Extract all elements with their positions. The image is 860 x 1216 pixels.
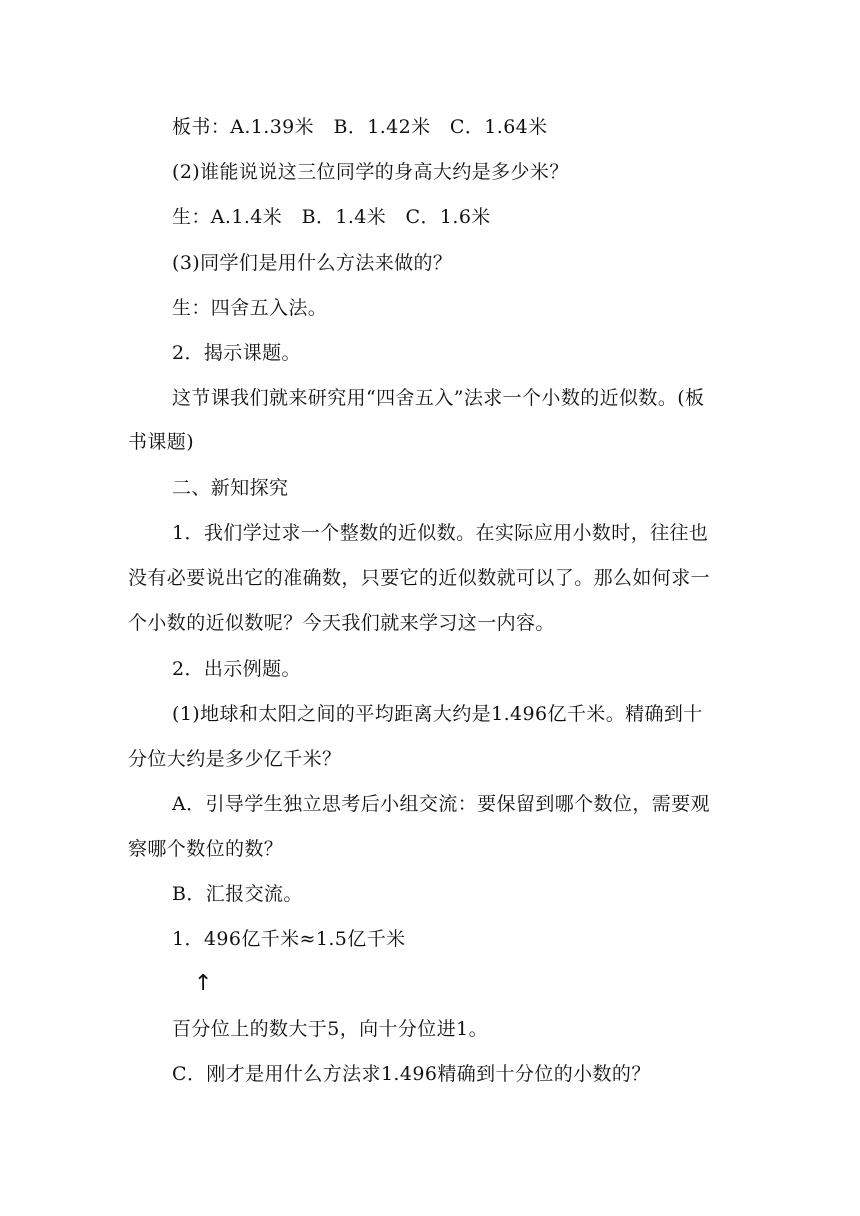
reveal-topic-line: 2．揭示课题。 <box>172 342 301 364</box>
example-1-line-1: (1)地球和太阳之间的平均距离大约是1.496亿千米。精确到十 <box>172 703 703 725</box>
step-a-line-2: 察哪个数位的数？ <box>128 838 284 860</box>
example-heading: 2．出示例题。 <box>172 658 301 680</box>
up-arrow-icon: ↑ <box>194 971 213 996</box>
rounding-rule-line: 百分位上的数大于5，向十分位进1。 <box>172 1018 488 1040</box>
approximation-line: 1．496亿千米≈1.5亿千米 <box>172 928 406 950</box>
section-heading: 二、新知探究 <box>172 477 289 499</box>
example-1-line-2: 分位大约是多少亿千米？ <box>128 748 342 770</box>
board-note-line: 板书：A.1.39米 B．1.42米 C．1.64米 <box>172 116 548 138</box>
student-answer-line: 生：A.1.4米 B．1.4米 C．1.6米 <box>172 206 491 228</box>
lesson-intro-continuation: 书课题) <box>128 431 195 453</box>
paragraph-1-line-1: 1．我们学过求一个整数的近似数。在实际应用小数时，往往也 <box>172 522 709 544</box>
question-3-line: (3)同学们是用什么方法来做的？ <box>172 252 453 274</box>
step-b-line: B．汇报交流。 <box>172 883 303 905</box>
question-2-line: (2)谁能说说这三位同学的身高大约是多少米？ <box>172 161 569 183</box>
step-c-line: C．刚才是用什么方法求1.496精确到十分位的小数的？ <box>172 1063 651 1085</box>
student-method-line: 生：四舍五入法。 <box>172 297 328 319</box>
paragraph-1-line-2: 没有必要说出它的准确数，只要它的近似数就可以了。那么如何求一 <box>128 567 711 589</box>
lesson-intro-line: 这节课我们就来研究用“四舍五入”法求一个小数的近似数。(板 <box>172 387 705 409</box>
paragraph-1-line-3: 个小数的近似数呢？今天我们就来学习这一内容。 <box>128 612 555 634</box>
step-a-line-1: A．引导学生独立思考后小组交流：要保留到哪个数位，需要观 <box>172 793 710 815</box>
